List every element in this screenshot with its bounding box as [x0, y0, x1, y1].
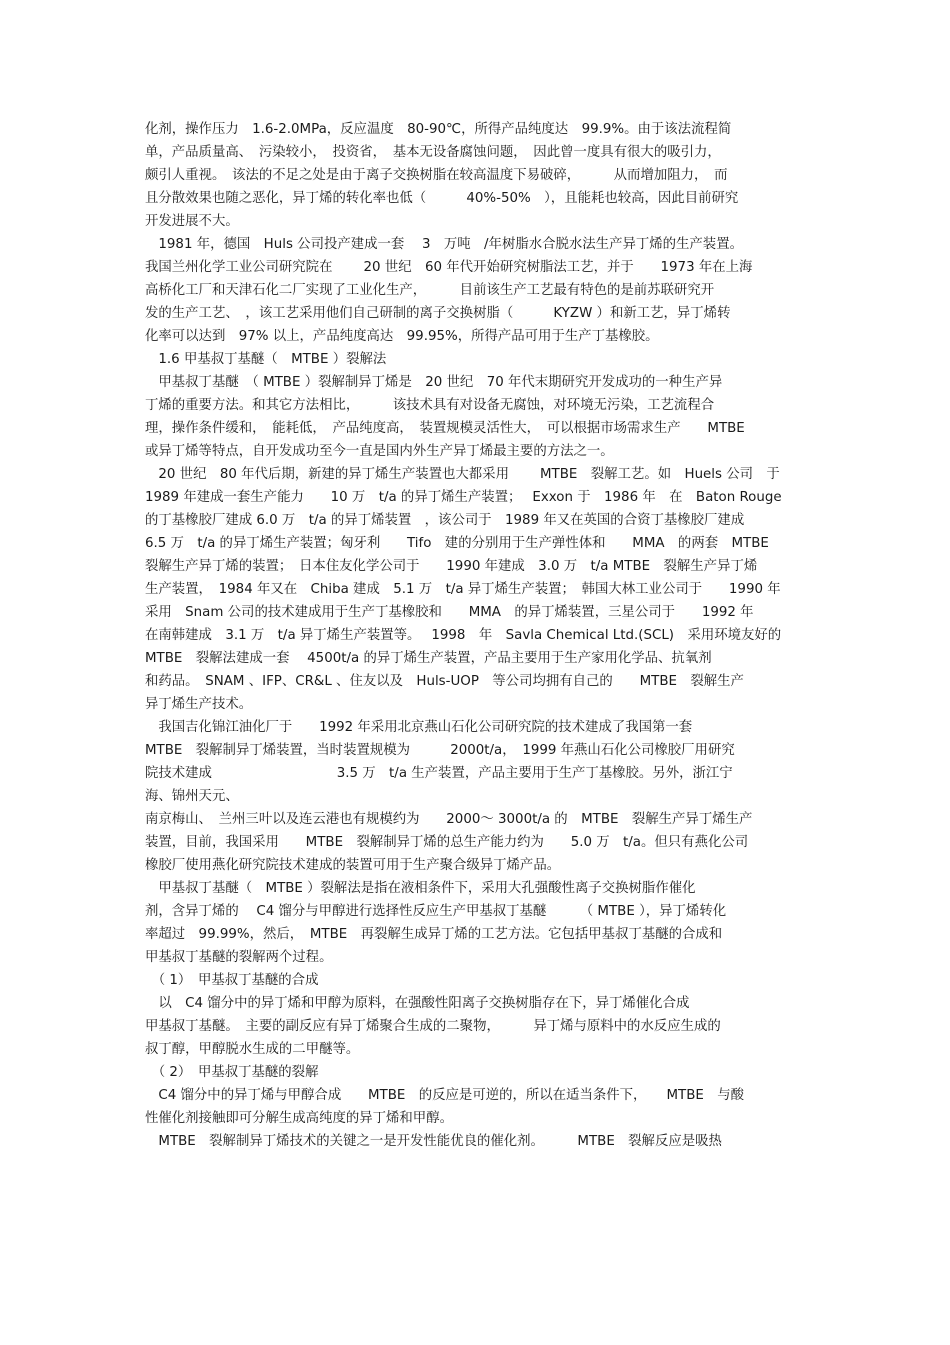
text-line: 颇引人重视。 该法的不足之处是由于离子交换树脂在较高温度下易破碎， 从而增加阻力， 而 [145, 168, 728, 183]
text-line: 性催化剂接触即可分解生成高纯度的异丁烯和甲醇。 [145, 1111, 453, 1126]
text-line: 单，产品质量高、 污染较小， 投资省， 基本无设备腐蚀问题， 因此曾一度具有很大的吸引力， [145, 145, 721, 160]
text-line: 1981 年，德国 Huls 公司投产建成一套 3 万吨 /年树脂水合脱水法生产异丁烯的生产装置。 [145, 237, 743, 252]
text-line: 且分散效果也随之恶化，异丁烯的转化率也低（ 40%-50% ），且能耗也较高，因此目前研究 [145, 191, 739, 206]
text-line: 我国兰州化学工业公司研究院在 20 世纪 60 年代开始研究树脂法工艺，并于 1973 年在上海 [145, 260, 753, 275]
text-line: 叔丁醇，甲醇脱水生成的二甲醚等。 [145, 1042, 360, 1057]
text-line: 生产装置， 1984 年又在 Chiba 建成 5.1 万 t/a 异丁烯生产装置； 韩国大林工业公司于 1990 年 [145, 582, 781, 597]
text-line: 开发进展不大。 [145, 214, 239, 229]
text-line: MTBE 裂解法建成一套 4500t/a 的异丁烯生产装置，产品主要用于生产家用化学品、抗氧剂 [145, 651, 712, 666]
text-line: C4 馏分中的异丁烯与甲醇合成 MTBE 的反应是可逆的，所以在适当条件下， MTBE 与酸 [145, 1088, 745, 1103]
text-line: 发的生产工艺、 ，该工艺采用他们自己研制的离子交换树脂（ KYZW ）和新工艺，异丁烯转 [145, 306, 731, 321]
text-line: 院技术建成 3.5 万 t/a 生产装置，产品主要用于生产丁基橡胶。另外，浙江宁 [145, 766, 733, 781]
text-line: 采用 Snam 公司的技术建成用于生产丁基橡胶和 MMA 的异丁烯装置，三星公司于 1992 年 [145, 605, 754, 620]
text-line: 橡胶厂使用燕化研究院技术建成的装置可用于生产聚合级异丁烯产品。 [145, 858, 561, 873]
section-heading: 1.6 甲基叔丁基醚（ MTBE ）裂解法 [145, 352, 387, 367]
text-line: 的丁基橡胶厂建成 6.0 万 t/a 的异丁烯装置 ，该公司于 1989 年又在英国的合资丁基橡胶厂建成 [145, 513, 745, 528]
document-body [145, 118, 810, 1153]
subsection-heading: （ 1） 甲基叔丁基醚的合成 [145, 973, 319, 988]
text-line: 化率可以达到 97% 以上，产品纯度高达 99.95%，所得产品可用于生产丁基橡胶。 [145, 329, 659, 344]
text-line: 剂，含异丁烯的 C4 馏分与甲醇进行选择性反应生产甲基叔丁基醚 （ MTBE ），异丁烯转化 [145, 904, 727, 919]
text-line: 我国吉化锦江油化厂于 1992 年采用北京燕山石化公司研究院的技术建成了我国第一套 [145, 720, 693, 735]
text-line: 甲基叔丁基醚（ MTBE ）裂解法是指在液相条件下，采用大孔强酸性离子交换树脂作催化 [145, 881, 696, 896]
text-line: 异丁烯生产技术。 [145, 697, 253, 712]
text-line: 高桥化工厂和天津石化二厂实现了工业化生产， 目前该生产工艺最有特色的是前苏联研究开 [145, 283, 715, 298]
text-line: 以 C4 馏分中的异丁烯和甲醇为原料，在强酸性阳离子交换树脂存在下，异丁烯催化合成 [145, 996, 690, 1011]
text-line: 和药品。 SNAM 、IFP、CR&L 、住友以及 Huls-UOP 等公司均拥有自己的 MTBE 裂解生产 [145, 674, 744, 689]
text-line: 6.5 万 t/a 的异丁烯生产装置；匈牙利 Tifo 建的分别用于生产弹性体和 MMA 的两套 MTBE [145, 536, 769, 551]
text-line: 南京梅山、 兰州三叶以及连云港也有规模约为 2000～ 3000t/a 的 MTBE 裂解生产异丁烯生产 [145, 812, 753, 827]
text-line: 化剂，操作压力 1.6-2.0MPa，反应温度 80-90℃，所得产品纯度达 99.9%。由于该法流程简 [145, 122, 732, 137]
text-line: 在南韩建成 3.1 万 t/a 异丁烯生产装置等。 1998 年 Savla Chemical Ltd.(SCL) 采用环境友好的 [145, 628, 782, 643]
text-line: 率超过 99.99%，然后， MTBE 再裂解生成异丁烯的工艺方法。它包括甲基叔丁基醚的合成和 [145, 927, 723, 942]
text-line: MTBE 裂解制异丁烯技术的关键之一是开发性能优良的催化剂。 MTBE 裂解反应是吸热 [145, 1134, 722, 1149]
text-line: 丁烯的重要方法。和其它方法相比， 该技术具有对设备无腐蚀，对环境无污染，工艺流程合 [145, 398, 715, 413]
text-line: MTBE 裂解制异丁烯装置，当时装置规模为 2000t/a， 1999 年燕山石化公司橡胶厂用研究 [145, 743, 735, 758]
text-line: 1989 年建成一套生产能力 10 万 t/a 的异丁烯生产装置； Exxon 于 1986 年 在 Baton Rouge [145, 490, 782, 505]
text-line: 甲基叔丁基醚。 主要的副反应有异丁烯聚合生成的二聚物， 异丁烯与原料中的水反应生成的 [145, 1019, 721, 1034]
text-line: 甲基叔丁基醚的裂解两个过程。 [145, 950, 333, 965]
text-line: 20 世纪 80 年代后期，新建的异丁烯生产装置也大都采用 MTBE 裂解工艺。如 Huels 公司 于 [145, 467, 780, 482]
text-line: 或异丁烯等特点，自开发成功至今一直是国内外生产异丁烯最主要的方法之一。 [145, 444, 614, 459]
subsection-heading: （ 2） 甲基叔丁基醚的裂解 [145, 1065, 319, 1080]
text-line: 甲基叔丁基醚 （ MTBE ）裂解制异丁烯是 20 世纪 70 年代末期研究开发成功的一种生产异 [145, 375, 723, 390]
text-line: 裂解生产异丁烯的装置； 日本住友化学公司于 1990 年建成 3.0 万 t/a MTBE 裂解生产异丁烯 [145, 559, 758, 574]
text-line: 理，操作条件缓和， 能耗低， 产品纯度高， 装置规模灵活性大， 可以根据市场需求生产 MTBE [145, 421, 745, 436]
text-line: 装置，目前，我国采用 MTBE 裂解制异丁烯的总生产能力约为 5.0 万 t/a。但只有燕化公司 [145, 835, 749, 850]
text-line: 海、锦州天元、 [145, 789, 239, 804]
